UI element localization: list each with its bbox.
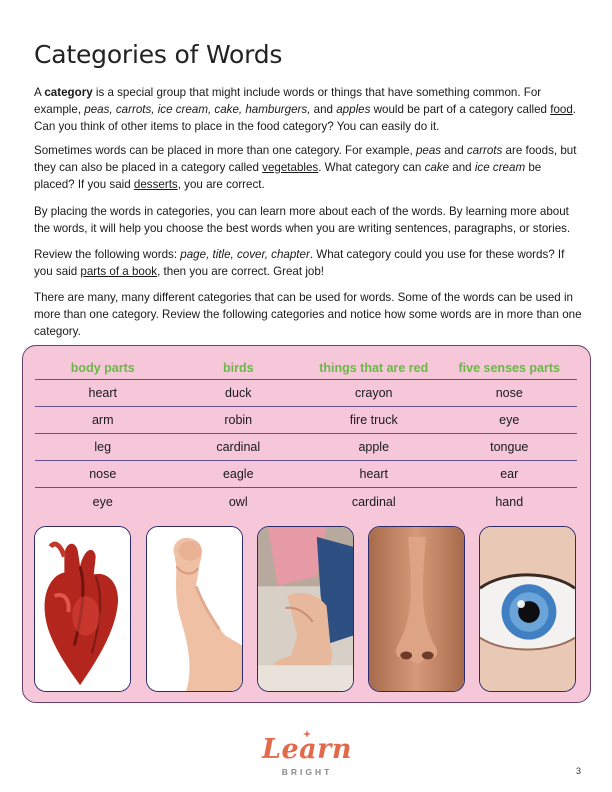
eye-image [479,526,576,692]
table-cell: owl [228,494,248,509]
table-header: five senses parts [458,360,560,375]
table-cell: heart [359,467,388,481]
table-row [35,461,577,488]
table-row [35,407,577,434]
leg-image [257,526,354,692]
paragraph-1: A category is a special group that might include words or things that have something common. For example, peas, carrots, ice cream, cake, hamburgers, and apples would be part of a category called food. Can you think of other items to place in the food category? You can easily do it. [34,86,577,133]
learn-bright-logo [254,730,360,780]
table-cell: fire truck [349,413,398,427]
logo-subtitle: BRIGHT [281,767,333,777]
arm-image [146,526,243,692]
table-cell: leg [94,440,112,454]
table-row [35,380,577,407]
table-cell: crayon [354,386,393,400]
table-cell: hand [495,494,524,509]
table-cell: cardinal [351,494,396,509]
paragraph-2: Sometimes words can be placed in more than one category. For example, peas and carrots are foods, but they can also be placed in a category called vegetables. What category can cake and ice cream be placed? If you said desserts, you are correct. [34,144,577,191]
table-header-row [35,356,577,380]
paragraph-4: Review the following words: page, title, cover, chapter. What category could you use for these words? If you said parts of a book, then you are correct. Great job! [34,248,565,278]
table-cell: arm [91,413,114,427]
table-header: things that are red [319,360,429,375]
table-cell: tongue [490,440,529,454]
table-cell: duck [225,386,252,400]
table-cell: eye [92,494,113,509]
table-cell: cardinal [216,440,261,454]
table-header: birds [222,360,254,375]
heart-image [34,526,131,692]
table-cell: robin [224,413,253,427]
table-cell: apple [358,440,390,454]
table-header: body parts [70,360,135,375]
table-cell: nose [89,467,117,481]
table-cell: nose [495,386,523,400]
category-table [35,356,577,515]
table-cell: ear [500,467,519,481]
table-row [35,434,577,461]
page-number: 3 [576,766,582,776]
page-title: Categories of Words [34,40,283,69]
nose-image [368,526,465,692]
table-cell: eye [499,413,520,427]
paragraph-5: There are many, many different categories that can be used for words. Some of the words can be used in more than one category. Review the following categories and notice how some words are in more than one category. [34,291,582,338]
table-cell: eagle [222,467,254,481]
paragraph-3: By placing the words in categories, you can learn more about each of the words. By learning more about the words, it will help you choose the best words when you are writing sentences, paragraphs, or stories. [34,205,571,235]
table-cell: heart [88,386,117,400]
table-row [35,488,577,515]
logo-wordmark: Learn [261,734,352,765]
